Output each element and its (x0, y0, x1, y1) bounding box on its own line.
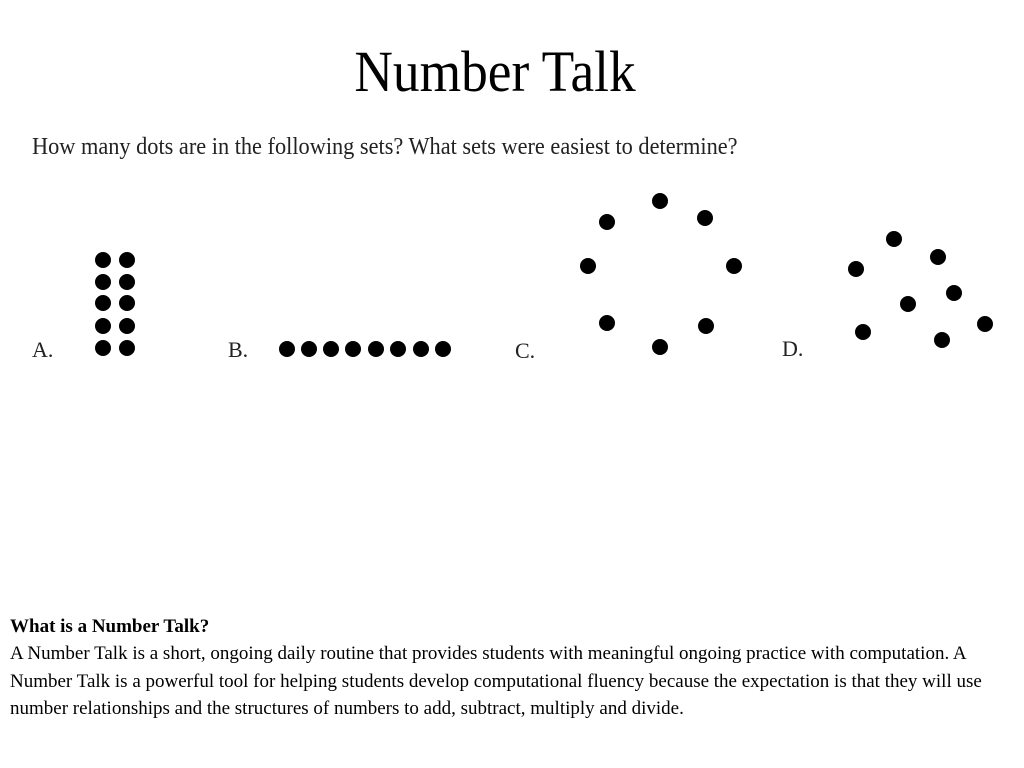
dot (848, 261, 864, 277)
dot (390, 341, 406, 357)
description-body: A Number Talk is a short, ongoing daily routine that provides students with meaningful ongoing practice with computation. A Number Talk is a powerful tool for helping students develop computational fluency because the expectation is that they will use number relationships and the structures of numbers to add, subtract, multiply and divide. (10, 643, 982, 719)
dot (119, 340, 135, 356)
dot (900, 296, 916, 312)
dot (119, 274, 135, 290)
dot (95, 274, 111, 290)
slide-title: Number Talk (354, 39, 636, 104)
set-label: A. (32, 337, 54, 362)
dot (279, 341, 295, 357)
dot (977, 316, 993, 332)
dot (435, 341, 451, 357)
dot (368, 341, 384, 357)
dot (119, 295, 135, 311)
description-heading: What is a Number Talk? (10, 616, 210, 637)
dot (119, 318, 135, 334)
dot (95, 252, 111, 268)
dot (413, 341, 429, 357)
dot (599, 315, 615, 331)
set-label: C. (515, 338, 536, 363)
dot (930, 249, 946, 265)
dot (886, 231, 902, 247)
dot (946, 285, 962, 301)
question-prompt: How many dots are in the following sets? What sets were easiest to determine? (32, 134, 738, 160)
dot (119, 252, 135, 268)
dot (301, 341, 317, 357)
dot (855, 324, 871, 340)
set-label: D. (782, 336, 804, 361)
set-label: B. (228, 337, 249, 362)
dot (323, 341, 339, 357)
dot (697, 210, 713, 226)
dot (95, 340, 111, 356)
dot (698, 318, 714, 334)
dot (580, 258, 596, 274)
dot (652, 339, 668, 355)
dot (934, 332, 950, 348)
description-block (10, 613, 1010, 722)
dot (95, 318, 111, 334)
dot (95, 295, 111, 311)
dot (599, 214, 615, 230)
dot (345, 341, 361, 357)
dot (726, 258, 742, 274)
dot (652, 193, 668, 209)
